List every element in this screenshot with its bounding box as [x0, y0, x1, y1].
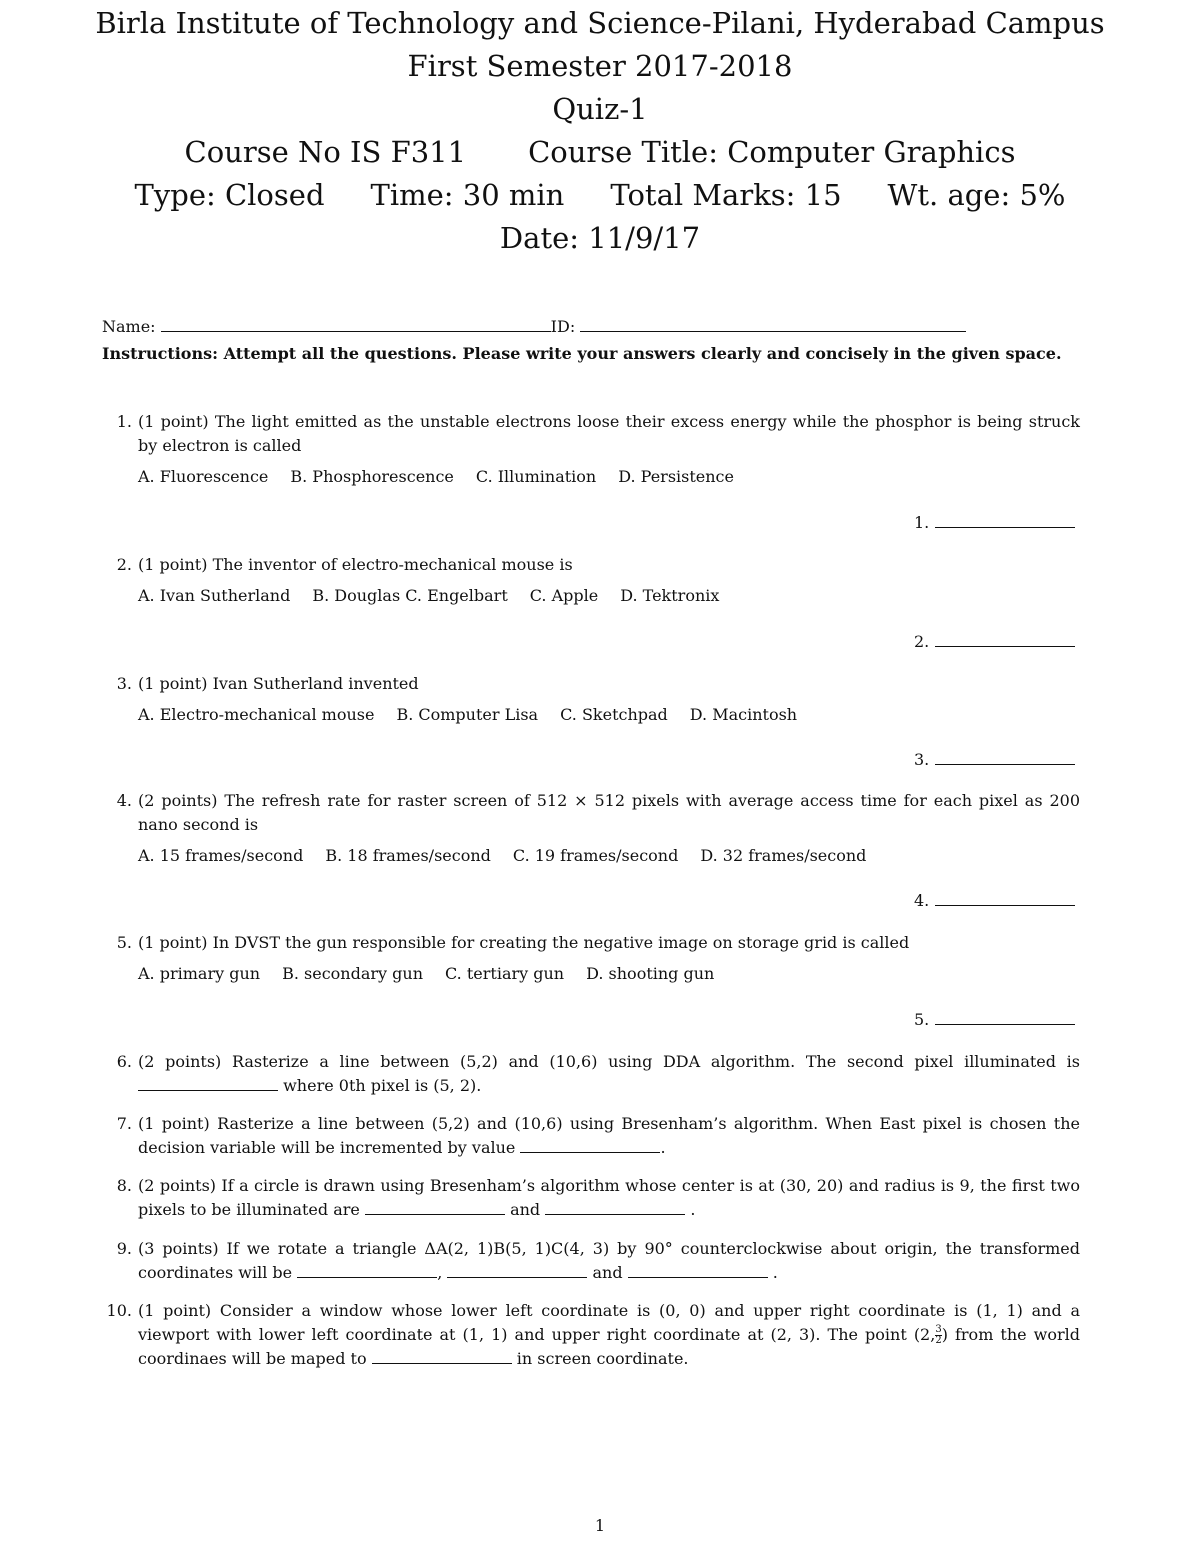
question-number: 5.: [116, 933, 132, 952]
option-b: B. Phosphorescence: [290, 467, 454, 486]
option-b: B. 18 frames/second: [325, 846, 491, 865]
option-c: C. Illumination: [475, 467, 597, 486]
student-info-row: [102, 317, 1082, 336]
exam-date: Date: 11/9/17: [499, 221, 701, 255]
quiz-title: Quiz-1: [552, 92, 648, 126]
question-7: [102, 1112, 1080, 1160]
question-text-part: (3 points) If we rotate a triangle ΔA(2, 1)B(5, 1)C(4, 3) by 90° counterclockwise about origin, the transformed coordinates will be: [138, 1239, 1080, 1282]
option-c: C. Apple: [529, 586, 599, 605]
question-text-part: where 0th pixel is (5, 2).: [283, 1076, 482, 1095]
question-2: [102, 553, 1080, 608]
answer-line[interactable]: [935, 527, 1075, 528]
answer-line[interactable]: [935, 646, 1075, 647]
question-text: [138, 1050, 1080, 1098]
answer-line[interactable]: [935, 905, 1075, 906]
page-number: 1: [594, 1516, 606, 1535]
answer-label: 2.: [914, 632, 930, 651]
question-4: [102, 789, 1080, 868]
exam-type: Type: Closed: [134, 178, 325, 212]
question-text: (1 point) In DVST the gun responsible for creating the negative image on storage grid is called: [138, 933, 910, 952]
question-number: 2.: [116, 555, 132, 574]
exam-marks: Total Marks: 15: [610, 178, 842, 212]
answer-label: 5.: [914, 1010, 930, 1029]
option-list: [138, 844, 1080, 868]
option-c: C. Sketchpad: [560, 705, 668, 724]
question-text-part: .: [660, 1138, 666, 1157]
question-number: 7.: [116, 1114, 132, 1133]
question-10: [102, 1299, 1080, 1371]
fill-blank[interactable]: [628, 1277, 768, 1278]
answer-label: 1.: [914, 513, 930, 532]
option-b: B. Douglas C. Engelbart: [312, 586, 508, 605]
instructions: Instructions: Attempt all the questions. Please write your answers clearly and concisely in the given space.: [102, 344, 1062, 363]
course-line: [0, 131, 1200, 174]
question-6: [102, 1050, 1080, 1098]
option-b: B. secondary gun: [282, 964, 423, 983]
question-text-part: (1 point) Consider a window whose lower left coordinate is (0, 0) and upper right coordinate is (1, 1) and a viewport with lower left coordinate at (1, 1) and upper right coordinate at (2, 3). The point (2,: [138, 1301, 1080, 1344]
option-list: [138, 962, 1080, 986]
answer-blank-1[interactable]: [914, 513, 1084, 532]
answer-blank-4[interactable]: [914, 891, 1084, 910]
question-text: [138, 1112, 1080, 1160]
question-text-part: and: [592, 1263, 623, 1282]
fill-blank[interactable]: [365, 1214, 505, 1215]
question-text-part: in screen coordinate.: [516, 1349, 689, 1368]
question-number: 10.: [106, 1301, 132, 1320]
question-number: 6.: [116, 1052, 132, 1071]
answer-line[interactable]: [935, 1024, 1075, 1025]
question-9: [102, 1237, 1080, 1285]
question-text: (1 point) Ivan Sutherland invented: [138, 674, 419, 693]
fill-blank[interactable]: [138, 1090, 278, 1091]
question-text-part: (2 points) Rasterize a line between (5,2) and (10,6) using DDA algorithm. The second pixel illuminated is: [138, 1052, 1080, 1071]
option-list: [138, 465, 1080, 489]
id-field[interactable]: [580, 331, 966, 332]
fill-blank[interactable]: [372, 1363, 512, 1364]
fill-blank[interactable]: [447, 1277, 587, 1278]
option-a: A. primary gun: [138, 964, 261, 983]
question-1: [102, 410, 1080, 489]
option-d: D. shooting gun: [586, 964, 715, 983]
option-a: A. Ivan Sutherland: [138, 586, 291, 605]
exam-time: Time: 30 min: [370, 178, 565, 212]
question-text: (1 point) The light emitted as the unstable electrons loose their excess energy while the phosphor is being struck by electron is called: [138, 412, 1080, 455]
question-text-part: .: [690, 1200, 696, 1219]
option-a: A. Fluorescence: [138, 467, 269, 486]
question-text: (2 points) The refresh rate for raster screen of 512 × 512 pixels with average access time for each pixel as 200 nano second is: [138, 791, 1080, 834]
answer-label: 3.: [914, 750, 930, 769]
question-text: (1 point) The inventor of electro-mechanical mouse is: [138, 555, 573, 574]
exam-meta-line: [0, 174, 1200, 217]
id-label: ID:: [550, 317, 576, 336]
question-number: 1.: [116, 412, 132, 431]
option-d: D. 32 frames/second: [700, 846, 867, 865]
option-d: D. Persistence: [618, 467, 734, 486]
semester-line: First Semester 2017-2018: [407, 49, 793, 83]
option-b: B. Computer Lisa: [396, 705, 539, 724]
option-a: A. Electro-mechanical mouse: [138, 705, 375, 724]
option-d: D. Macintosh: [689, 705, 798, 724]
course-title: Course Title: Computer Graphics: [528, 135, 1016, 169]
fraction-numerator: 3: [935, 1324, 942, 1335]
fill-blank[interactable]: [520, 1152, 660, 1153]
fraction-denominator: 2: [935, 1335, 942, 1346]
question-text-part: (2 points) If a circle is drawn using Bresenham’s algorithm whose center is at (30, 20) and radius is 9, the first two pixels to be illuminated are: [138, 1176, 1080, 1219]
exam-header: [0, 2, 1200, 260]
question-text-part: ,: [437, 1263, 443, 1282]
option-d: D. Tektronix: [620, 586, 720, 605]
name-label: Name:: [102, 317, 156, 336]
question-3: [102, 672, 1080, 727]
option-c: C. 19 frames/second: [512, 846, 679, 865]
question-text: [138, 1237, 1080, 1285]
answer-label: 4.: [914, 891, 930, 910]
question-text: [138, 1299, 1080, 1371]
answer-blank-2[interactable]: [914, 632, 1084, 651]
question-number: 9.: [116, 1239, 132, 1258]
question-8: [102, 1174, 1080, 1222]
fill-blank[interactable]: [297, 1277, 437, 1278]
option-c: C. tertiary gun: [445, 964, 565, 983]
answer-blank-3[interactable]: [914, 750, 1084, 769]
question-text-part: .: [772, 1263, 778, 1282]
question-text-part: and: [510, 1200, 541, 1219]
institute-title: Birla Institute of Technology and Science-Pilani, Hyderabad Campus: [95, 6, 1105, 40]
answer-line[interactable]: [935, 764, 1075, 765]
question-5: [102, 931, 1080, 986]
answer-blank-5[interactable]: [914, 1010, 1084, 1029]
option-a: A. 15 frames/second: [138, 846, 304, 865]
question-number: 8.: [116, 1176, 132, 1195]
course-number: Course No IS F311: [184, 135, 467, 169]
question-text-part: (1 point) Rasterize a line between (5,2) and (10,6) using Bresenham’s algorithm. When East pixel is chosen the decision variable will be incremented by value: [138, 1114, 1080, 1157]
name-field[interactable]: [161, 331, 551, 332]
question-text-part: ) from the world coordinaes will be maped to: [138, 1325, 1080, 1368]
option-list: [138, 584, 1080, 608]
exam-weight: Wt. age: 5%: [887, 178, 1066, 212]
question-number: 3.: [116, 674, 132, 693]
question-number: 4.: [116, 791, 132, 810]
fill-blank[interactable]: [545, 1214, 685, 1215]
question-text: [138, 1174, 1080, 1222]
option-list: [138, 703, 1080, 727]
